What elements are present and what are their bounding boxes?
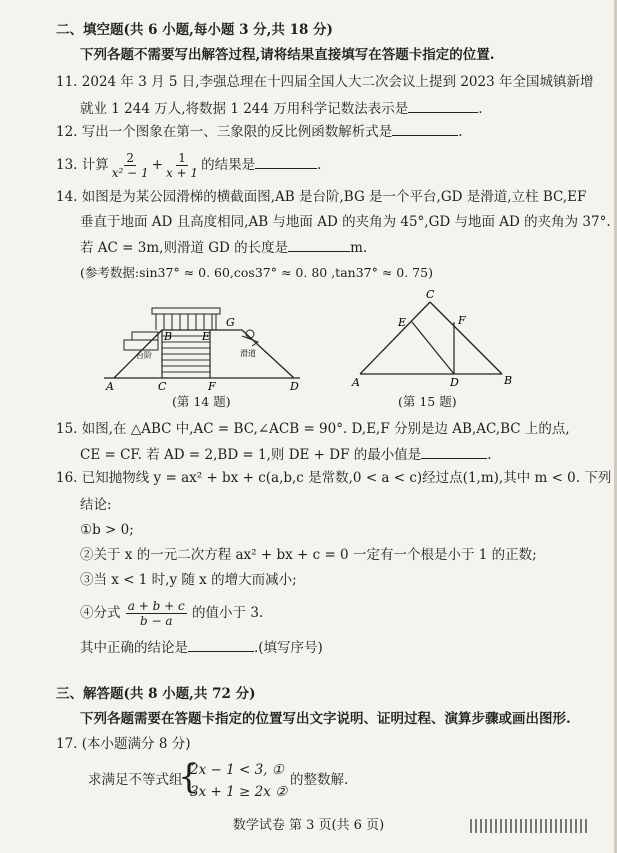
- q14-reference-data: (参考数据:sin37° ≈ 0. 60,cos37° ≈ 0. 80 ,tan37° ≈ 0. 75): [80, 265, 433, 280]
- q16-line1: 16. 已知抛物线 y = ax² + bx + c(a,b,c 是常数,0 < a < c)经过点(1,m),其中 m < 0. 下列: [56, 470, 612, 486]
- section3-heading: 三、解答题(共 8 小题,共 72 分): [56, 686, 256, 702]
- section2-heading: 二、填空题(共 6 小题,每小题 3 分,共 18 分): [56, 22, 333, 38]
- figure-15-triangle-diagram: [344, 286, 524, 394]
- q17-inequality-2: 3x + 1 ≥ 2x ②: [190, 784, 288, 800]
- answer-blank: [408, 98, 478, 113]
- q13-line: 13. 计算 $\frac{2}{\text{x² − 1}}$ + $\frac{1}{x + 1}$ 的结果是 .: [56, 151, 322, 180]
- fig15-label-d: D: [450, 376, 459, 389]
- q13-fraction-2: $\frac{1}{x + 1}$: [165, 151, 199, 180]
- scan-decoration: [470, 818, 600, 832]
- fig14-label-f: F: [208, 380, 216, 393]
- fig14-label-g: G: [226, 316, 235, 329]
- q16-conclusion-2: ②关于 x 的一元二次方程 ax² + bx + c = 0 一定有一个根是小于 1 的正数;: [80, 547, 537, 563]
- fig14-label-c: C: [158, 380, 167, 393]
- answer-blank: [255, 154, 317, 169]
- q16-fraction: $\frac{a + b + c}{b - a}$: [127, 599, 185, 628]
- fig14-label-a: A: [106, 380, 114, 393]
- q14-line3: 若 AC = 3m,则滑道 GD 的长度是 m.: [80, 237, 367, 258]
- q14-line2: 垂直于地面 AD 且高度相同,AB 与地面 AD 的夹角为 45°,GD 与地面 AD 的夹角为 37°.: [80, 214, 611, 230]
- section3-instruction: 下列各题需要在答题卡指定的位置写出文字说明、证明过程、演算步骤或画出图形.: [80, 711, 571, 727]
- q16-answer-line: 其中正确的结论是 .(填写序号): [80, 637, 323, 658]
- fig15-label-a: A: [352, 376, 360, 389]
- figure-15-caption: (第 15 题): [398, 394, 457, 409]
- fig15-label-c: C: [426, 288, 435, 301]
- q14-line1: 14. 如图是为某公园滑梯的横截面图,AB 是台阶,BG 是一个平台,GD 是滑道,立柱 BC,EF: [56, 189, 587, 205]
- fig14-label-d: D: [290, 380, 299, 393]
- q16-conclusion-4: ④分式 $\frac{a + b + c}{b - a}$ 的值小于 3.: [80, 599, 264, 628]
- q13-fraction-1: $\frac{2}{\text{x² − 1}}$: [111, 151, 149, 180]
- section2-instruction: 下列各题不需要写出解答过程,请将结果直接填写在答题卡指定的位置.: [80, 47, 495, 63]
- q17-brace: {: [178, 757, 200, 797]
- q15-line2: CE = CF. 若 AD = 2,BD = 1,则 DE + DF 的最小值是 .: [80, 444, 492, 465]
- q17-title: 17. (本小题满分 8 分): [56, 736, 191, 752]
- q15-line1: 15. 如图,在 △ABC 中,AC = BC,∠ACB = 90°. D,E,F 分别是边 AB,AC,BC 上的点,: [56, 421, 570, 437]
- answer-blank: [188, 637, 254, 652]
- q17-prefix: 求满足不等式组: [88, 772, 183, 788]
- q16-conclusion-3: ③当 x < 1 时,y 随 x 的增大而减小;: [80, 572, 297, 588]
- q17-inequality-1: 2x − 1 < 3, ①: [190, 762, 284, 778]
- figure-14-caption: (第 14 题): [172, 394, 231, 409]
- fig14-slide-label: 滑道: [240, 349, 256, 358]
- answer-blank: [392, 121, 458, 136]
- fig15-label-f: F: [458, 314, 466, 327]
- answer-blank: [421, 444, 487, 459]
- q17-suffix: 的整数解.: [290, 772, 349, 788]
- q16-line2: 结论:: [80, 497, 112, 513]
- fig14-stairs-label: 台阶: [136, 351, 152, 360]
- q11-line2: 就业 1 244 万人,将数据 1 244 万用科学记数法表示是 .: [80, 98, 483, 119]
- q16-conclusion-1: ①b > 0;: [80, 522, 134, 538]
- fig15-label-e: E: [398, 316, 407, 329]
- answer-blank: [288, 237, 350, 252]
- fig15-label-b: B: [504, 374, 513, 387]
- q11-line1: 11. 2024 年 3 月 5 日,李强总理在十四届全国人大二次会议上提到 2023 年全国城镇新增: [56, 74, 594, 90]
- q12-line: 12. 写出一个图象在第一、三象限的反比例函数解析式是 .: [56, 121, 463, 142]
- fig14-label-e: E: [202, 330, 211, 343]
- page-footer: 数学试卷 第 3 页(共 6 页): [232, 818, 385, 833]
- fig14-label-b: B: [164, 330, 173, 343]
